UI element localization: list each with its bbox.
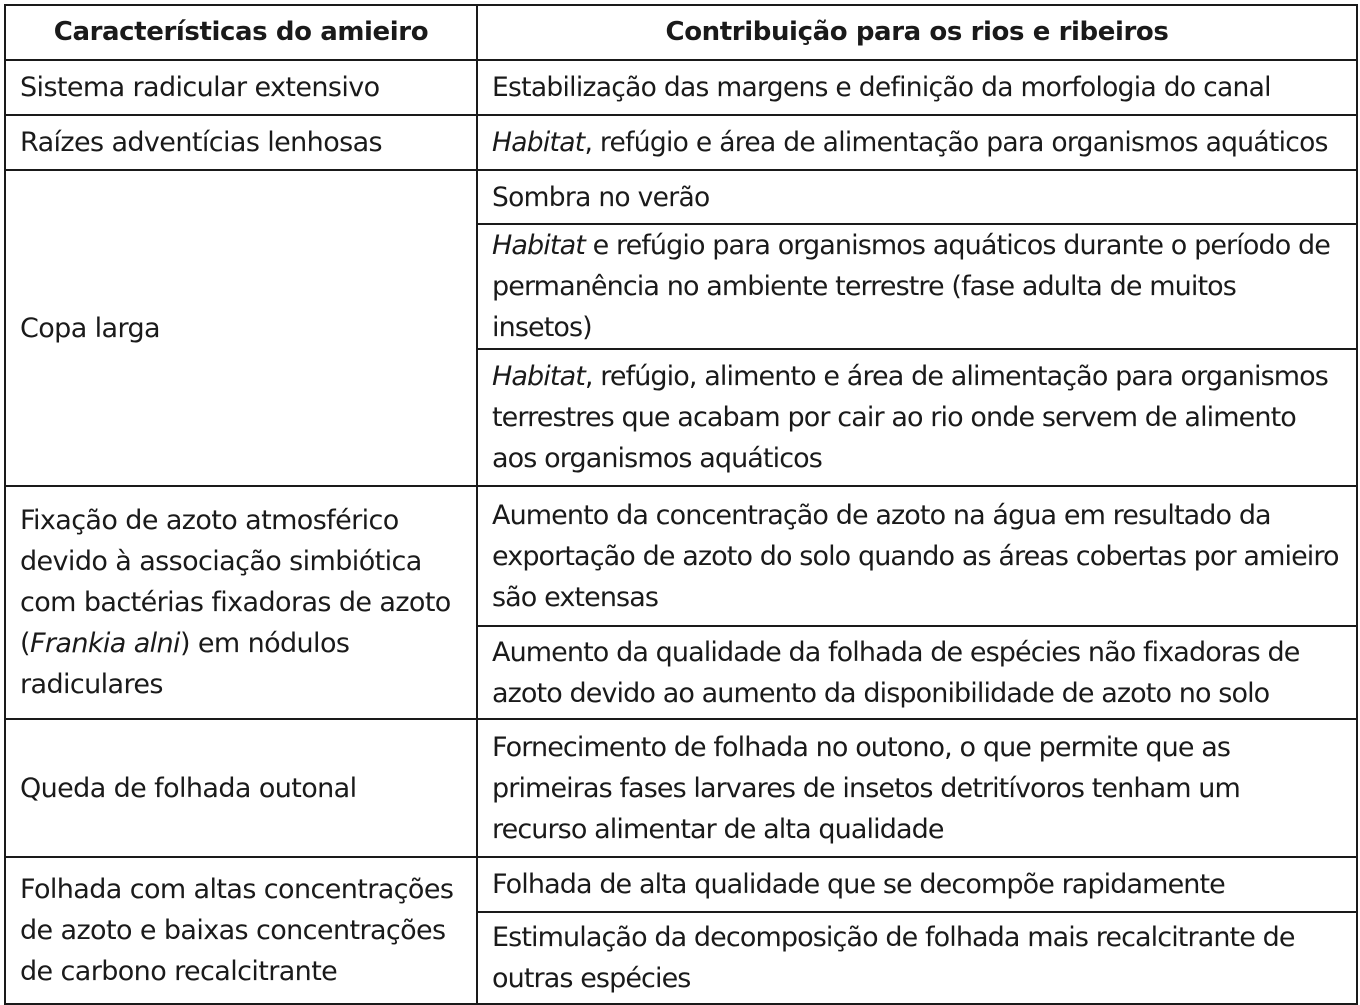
contribution-text: , refúgio, alimento e área de alimentação para organismos terrestres que acabam por cair ao rio onde servem de alimento aos organismos aquáticos bbox=[492, 361, 1328, 474]
contribution-text: , refúgio e área de alimentação para organismos aquáticos bbox=[584, 127, 1328, 158]
contribution-cell: Fornecimento de folhada no outono, o que permite que as primeiras fases larvares de insetos detritívoros tenham um recurso alimentar de alta qualidade bbox=[477, 719, 1357, 857]
table-row bbox=[5, 60, 1357, 115]
feature-text: ) em nódulos radiculares bbox=[20, 628, 350, 700]
contribution-cell bbox=[477, 349, 1357, 486]
header-characteristics: Características do amieiro bbox=[5, 5, 477, 60]
header-row bbox=[5, 5, 1357, 60]
italic-term: Habitat bbox=[492, 230, 585, 261]
contribution-cell: Aumento da concentração de azoto na água em resultado da exportação de azoto do solo quando as áreas cobertas por amieiro são extensas bbox=[477, 486, 1357, 626]
contribution-cell: Sombra no verão bbox=[477, 170, 1357, 224]
feature-text: Fixação de azoto atmosférico devido à associação simbiótica com bactérias fixadoras de azoto ( bbox=[20, 505, 451, 659]
table-row bbox=[5, 170, 1357, 224]
contribution-cell: Estimulação da decomposição de folhada mais recalcitrante de outras espécies bbox=[477, 912, 1357, 1004]
alder-characteristics-table bbox=[4, 4, 1358, 1005]
feature-cell: Sistema radicular extensivo bbox=[5, 60, 477, 115]
feature-cell: Queda de folhada outonal bbox=[5, 719, 477, 857]
table-row bbox=[5, 115, 1357, 170]
table-row bbox=[5, 857, 1357, 912]
contribution-cell: Aumento da qualidade da folhada de espécies não fixadoras de azoto devido ao aumento da disponibilidade de azoto no solo bbox=[477, 626, 1357, 719]
table-row bbox=[5, 486, 1357, 626]
table-row bbox=[5, 719, 1357, 857]
contribution-cell: Folhada de alta qualidade que se decompõe rapidamente bbox=[477, 857, 1357, 912]
contribution-cell bbox=[477, 115, 1357, 170]
contribution-cell: Estabilização das margens e definição da morfologia do canal bbox=[477, 60, 1357, 115]
feature-cell: Folhada com altas concentrações de azoto e baixas concentrações de carbono recalcitrante bbox=[5, 857, 477, 1004]
contribution-cell bbox=[477, 224, 1357, 349]
feature-cell: Raízes adventícias lenhosas bbox=[5, 115, 477, 170]
contribution-text: e refúgio para organismos aquáticos durante o período de permanência no ambiente terrestre (fase adulta de muitos insetos) bbox=[492, 230, 1330, 343]
italic-term: Habitat bbox=[492, 361, 585, 392]
header-contribution: Contribuição para os rios e ribeiros bbox=[477, 5, 1357, 60]
italic-term: Habitat bbox=[492, 127, 585, 158]
feature-cell: Copa larga bbox=[5, 170, 477, 486]
italic-term: Frankia alni bbox=[29, 628, 180, 659]
feature-cell bbox=[5, 486, 477, 719]
